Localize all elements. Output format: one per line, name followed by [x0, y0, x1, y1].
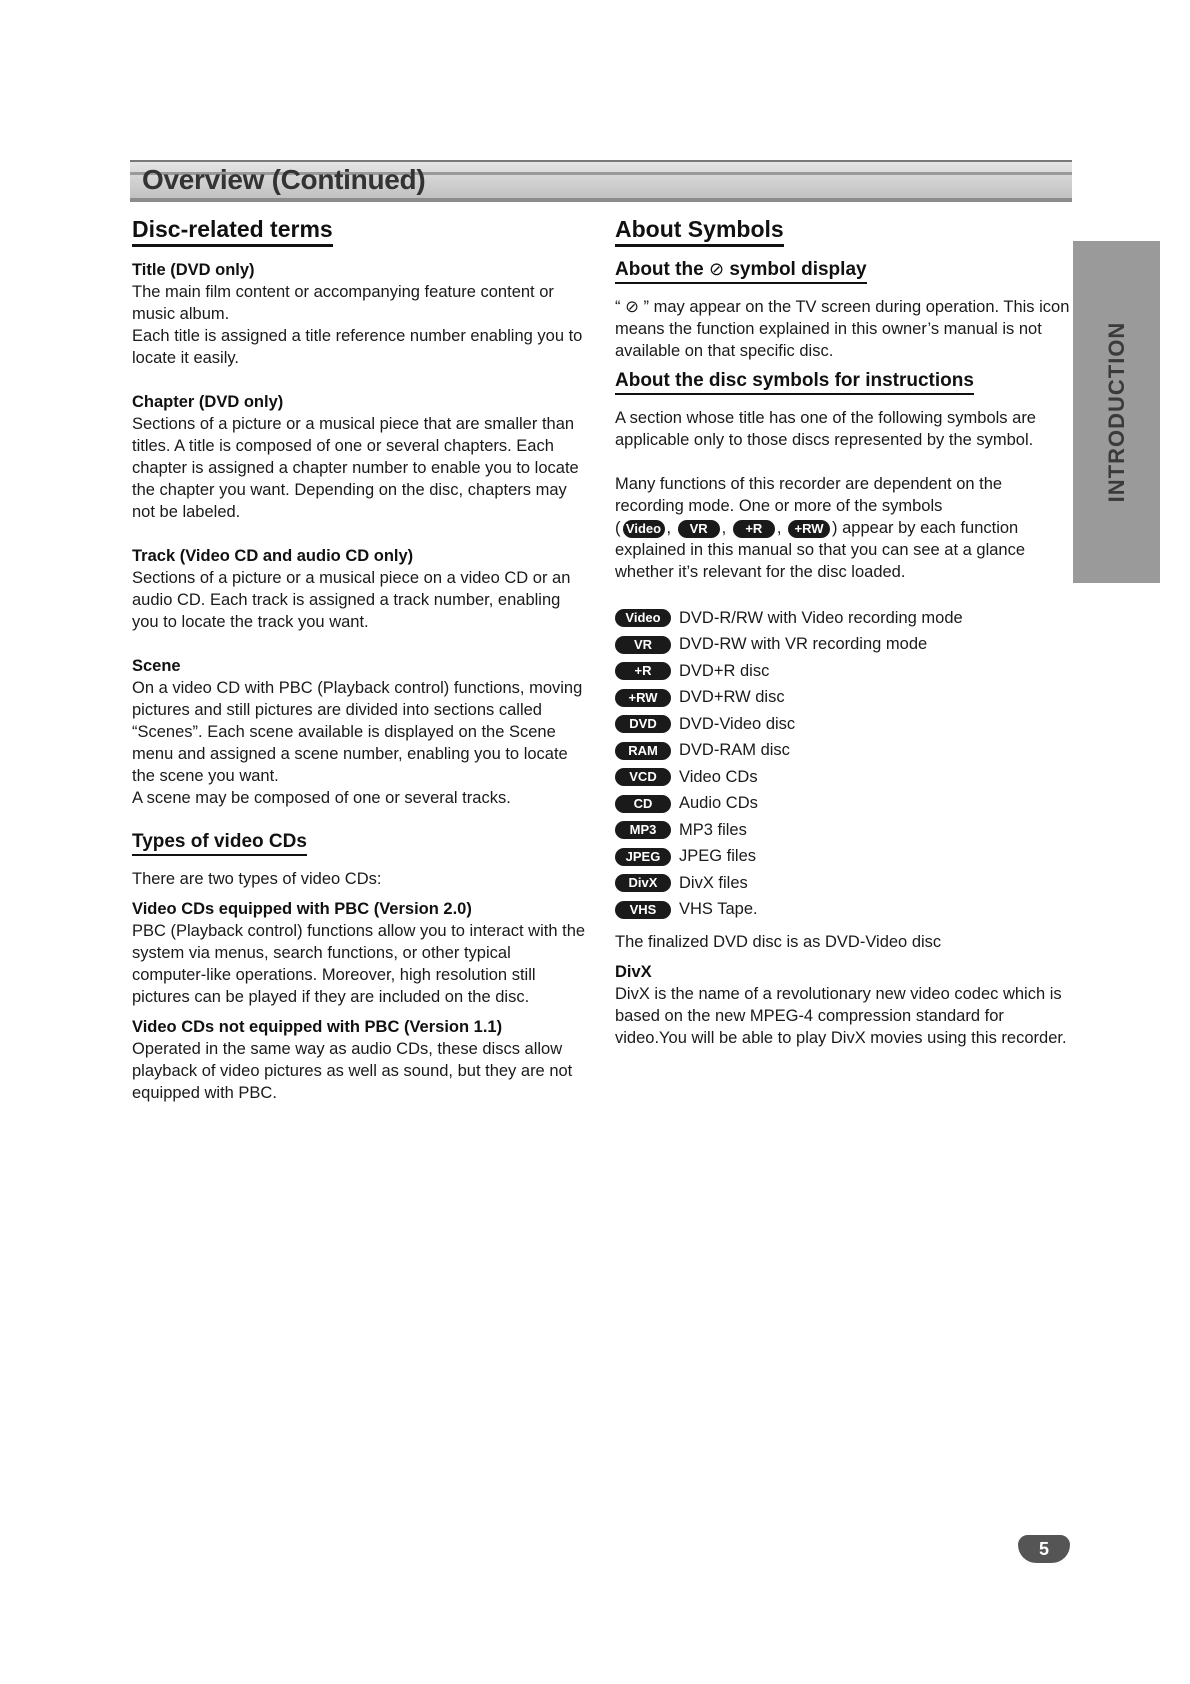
disc-symbols-text-2b: appear by each function explained in this manual so that you can see at a glance whether it’s relevant for the disc loaded.: [615, 519, 1026, 581]
disc-symbols-text-2: Many functions of this recorder are dependent on the recording mode. One or more of the symbols ( Video , VR , +R , +RW ) appear by each function explained in this manual so that you can see at a glance whether it’s relevant for the disc loaded.: [615, 475, 1026, 581]
symbol-row: [615, 870, 1070, 897]
symbol-badge: Video: [615, 609, 671, 627]
pbc-v20-text: PBC (Playback control) functions allow you to interact with the system via menus, search functions, or other typical computer-like operations. Moreover, high resolution still pictures can be played if they are included on the disc.: [132, 922, 586, 1006]
symbol-row: [615, 685, 1070, 712]
symbol-row: [615, 605, 1070, 632]
left-column: [132, 216, 587, 1104]
right-column: [615, 216, 1070, 1049]
symbol-label: MP3 files: [679, 820, 747, 839]
title-term-heading: Title (DVD only): [132, 261, 255, 279]
symbol-row: [615, 844, 1070, 871]
symbol-label: DVD-RW with VR recording mode: [679, 635, 928, 654]
symbol-label: DVD-Video disc: [679, 714, 796, 733]
symbol-label: DVD-R/RW with Video recording mode: [679, 608, 963, 627]
symbol-badge: JPEG: [615, 848, 671, 866]
symbol-list: [615, 605, 1070, 923]
title-term-text-2: Each title is assigned a title reference number enabling you to locate it easily.: [132, 327, 583, 367]
prohibited-icon-inline: ⊘: [625, 298, 639, 316]
disc-symbols-heading: About the disc symbols for instructions: [615, 370, 974, 395]
symbol-display-heading-pre: About the: [615, 259, 704, 280]
section-side-tab: [1073, 241, 1160, 583]
symbol-label: DVD+R disc: [679, 661, 770, 680]
symbol-label: JPEG files: [679, 847, 757, 866]
divx-text: DivX is the name of a revolutionary new video codec which is based on the new MPEG-4 compression standard for video.You will be able to play DivX movies using this recorder.: [615, 985, 1067, 1047]
symbol-label: Audio CDs: [679, 794, 758, 813]
scene-term-text-2: A scene may be composed of one or several tracks.: [132, 789, 511, 807]
symbol-label: DivX files: [679, 873, 748, 892]
symbol-row: [615, 817, 1070, 844]
symbol-row: [615, 897, 1070, 924]
symbol-badge: VR: [615, 636, 671, 654]
symbol-label: VHS Tape.: [679, 900, 758, 919]
symbol-badge: VHS: [615, 901, 671, 919]
symbol-row: [615, 791, 1070, 818]
symbol-row: [615, 632, 1070, 659]
quote-open: “: [615, 298, 621, 316]
section-banner: [130, 160, 1072, 202]
scene-term-heading: Scene: [132, 657, 181, 675]
badge-video: Video: [623, 520, 665, 538]
symbol-label: Video CDs: [679, 767, 758, 786]
symbol-row: [615, 764, 1070, 791]
scene-term-text-1: On a video CD with PBC (Playback control) functions, moving pictures and still pictures are divided into sections called “Scenes”. Each scene available is displayed on the Scene menu and assigned a scene number, enabling you to locate the scene you want.: [132, 679, 583, 785]
track-term-heading: Track (Video CD and audio CD only): [132, 547, 414, 565]
symbol-label: DVD-RAM disc: [679, 741, 790, 760]
symbol-label: DVD+RW disc: [679, 688, 785, 707]
disc-terms-heading: Disc-related terms: [132, 216, 333, 247]
symbol-badge: DVD: [615, 715, 671, 733]
track-term-text: Sections of a picture or a musical piece on a video CD or an audio CD. Each track is assigned a track number, enabling you to locate the track you want.: [132, 569, 571, 631]
prohibited-icon: ⊘: [708, 259, 725, 279]
symbol-display-body: ” may appear on the TV screen during operation. This icon means the function explained in this owner’s manual is not available on that specific disc.: [615, 298, 1070, 360]
pbc-v11-text: Operated in the same way as audio CDs, these discs allow playback of video pictures as well as sound, but they are not equipped with PBC.: [132, 1040, 573, 1102]
symbol-display-text: [615, 296, 1070, 362]
symbol-badge: DivX: [615, 874, 671, 892]
symbol-badge: CD: [615, 795, 671, 813]
pbc-v11-heading: Video CDs not equipped with PBC (Version 1.1): [132, 1018, 503, 1036]
banner-stripe-bottom: [130, 198, 1072, 202]
chapter-term-heading: Chapter (DVD only): [132, 393, 284, 411]
video-cd-types-intro: There are two types of video CDs:: [132, 870, 382, 888]
disc-symbols-text-1: A section whose title has one of the following symbols are applicable only to those discs represented by the symbol.: [615, 409, 1036, 449]
disc-symbols-text-2a: Many functions of this recorder are dependent on the recording mode. One or more of the symbols: [615, 475, 1003, 515]
video-cd-types-heading: Types of video CDs: [132, 831, 307, 856]
pbc-v20-heading: Video CDs equipped with PBC (Version 2.0): [132, 900, 472, 918]
badge-plus-r: +R: [733, 520, 775, 538]
title-term-text-1: The main film content or accompanying feature content or music album.: [132, 283, 554, 323]
finalized-note: The finalized DVD disc is as DVD-Video disc: [615, 933, 942, 951]
symbol-row: [615, 658, 1070, 685]
side-tab-label: INTRODUCTION: [1103, 321, 1129, 503]
symbol-display-heading-post: symbol display: [729, 259, 867, 280]
symbol-badge: RAM: [615, 742, 671, 760]
badge-plus-rw: +RW: [788, 520, 830, 538]
page-number: 5: [1018, 1535, 1070, 1563]
symbol-badge: MP3: [615, 821, 671, 839]
chapter-term-text: Sections of a picture or a musical piece that are smaller than titles. A title is composed of one or several chapters. Each chapter is assigned a chapter number to enable you to locate the chapter you want. Depending on the disc, chapters may not be labeled.: [132, 415, 579, 521]
symbol-row: [615, 711, 1070, 738]
symbol-row: [615, 738, 1070, 765]
page-title: Overview (Continued): [142, 164, 426, 195]
divx-heading: DivX: [615, 963, 652, 981]
symbol-badge: +RW: [615, 689, 671, 707]
symbol-badge: VCD: [615, 768, 671, 786]
symbol-badge: +R: [615, 662, 671, 680]
symbol-display-heading: [615, 259, 867, 284]
badge-vr: VR: [678, 520, 720, 538]
about-symbols-heading: About Symbols: [615, 216, 784, 247]
